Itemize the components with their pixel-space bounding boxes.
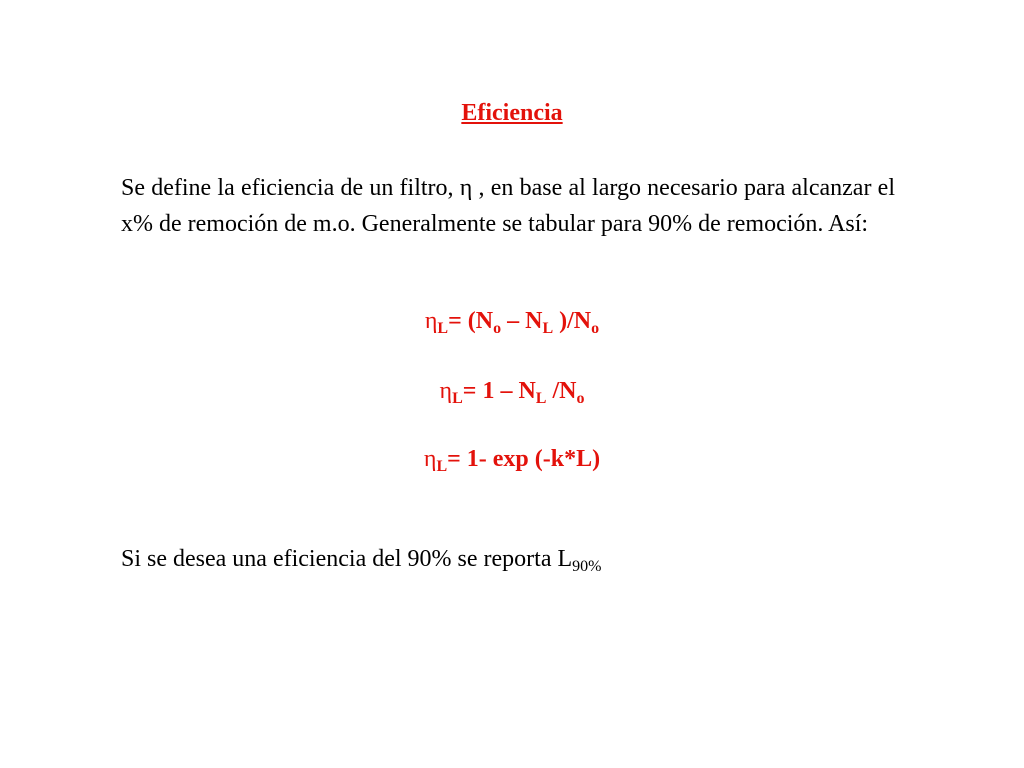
equation-text: = 1 – N	[462, 378, 536, 404]
eta-subscript: L	[436, 458, 448, 475]
equation-text: )/N	[553, 308, 592, 334]
conclusion-subscript: 90%	[572, 558, 602, 575]
eta-symbol: η	[424, 308, 438, 334]
subscript: L	[542, 320, 554, 337]
eta-symbol: η	[439, 378, 453, 404]
subscript: L	[535, 390, 547, 407]
equation-text: /N	[546, 378, 577, 404]
eta-subscript: L	[437, 320, 449, 337]
conclusion-text	[121, 546, 601, 573]
equation-2	[0, 378, 1024, 405]
equation-text: = 1- exp (-k*L)	[447, 446, 601, 472]
equation-text: – N	[501, 308, 543, 334]
equation-3	[0, 446, 1024, 473]
equation-text: (N	[467, 308, 494, 334]
conclusion-sentence: Si se desea una eficiencia del 90% se reporta L	[121, 546, 573, 572]
subscript: o	[493, 320, 502, 337]
subscript: o	[591, 320, 600, 337]
eta-symbol: η	[423, 446, 437, 472]
definition-paragraph: Se define la eficiencia de un filtro, η , en base al largo necesario para alcanzar el x% de remoción de m.o. Generalmente se tabular para 90% de remoción. Así:	[121, 175, 895, 237]
subscript: o	[576, 390, 585, 407]
slide-title: Eficiencia	[461, 100, 563, 126]
eta-subscript: L	[452, 390, 463, 407]
equation-text: =	[448, 308, 468, 334]
equation-1	[0, 308, 1024, 335]
